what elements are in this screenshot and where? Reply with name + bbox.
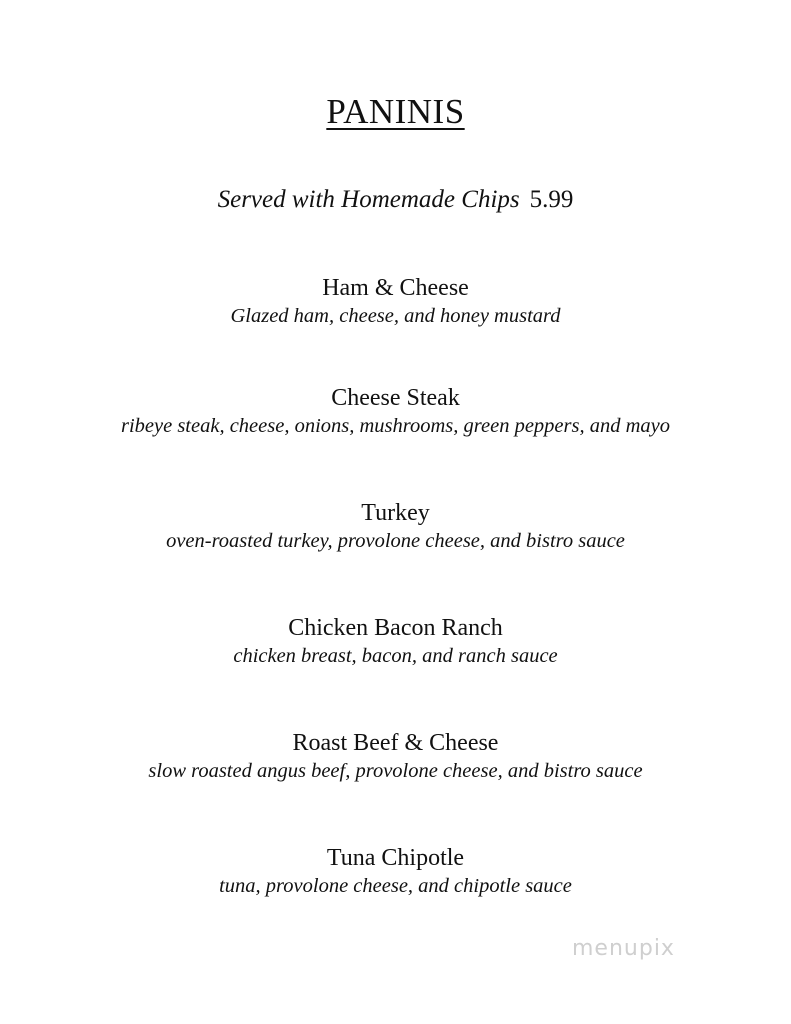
menu-item (0, 273, 791, 329)
watermark-logo: menupix (572, 936, 675, 961)
menu-item (0, 613, 791, 669)
menu-item (0, 728, 791, 784)
item-name: Ham & Cheese (322, 275, 469, 301)
subtitle-text: Served with Homemade Chips (217, 186, 520, 213)
item-name: Roast Beef & Cheese (292, 730, 499, 756)
item-name: Chicken Bacon Ranch (288, 615, 503, 641)
item-description: ribeye steak, cheese, onions, mushrooms, green peppers, and mayo (120, 415, 670, 437)
item-name: Cheese Steak (331, 385, 460, 411)
item-name: Tuna Chipotle (326, 845, 465, 871)
item-description: chicken breast, bacon, and ranch sauce (233, 645, 558, 667)
menu-item (0, 843, 791, 899)
item-description: tuna, provolone cheese, and chipotle sauce (219, 875, 572, 897)
menu-item (0, 498, 791, 554)
item-name: Turkey (361, 500, 430, 526)
menu-subtitle (0, 186, 791, 214)
subtitle-price: 5.99 (529, 186, 574, 213)
item-description: Glazed ham, cheese, and honey mustard (230, 305, 561, 327)
item-description: oven-roasted turkey, provolone cheese, and bistro sauce (166, 530, 625, 552)
menu-item (0, 383, 791, 439)
menu-title: PANINIS (326, 92, 465, 131)
item-description: slow roasted angus beef, provolone cheese, and bistro sauce (148, 760, 643, 782)
